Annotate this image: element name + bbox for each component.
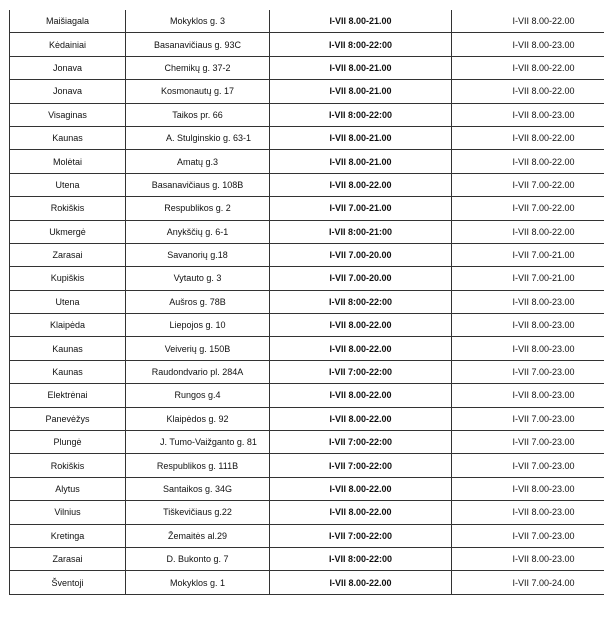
hours-secondary-cell: I-VII 8.00-23.00: [452, 103, 604, 126]
hours-secondary-cell: I-VII 7.00-21.00: [452, 243, 604, 266]
address-cell: Amatų g.3: [126, 150, 270, 173]
hours-primary-cell: I-VII 8:00-21:00: [270, 220, 452, 243]
address-cell: J. Tumo-Vaižganto g. 81: [126, 431, 270, 454]
store-hours-table: [9, 10, 604, 595]
hours-primary-cell: I-VII 8.00-22.00: [270, 384, 452, 407]
hours-primary-cell: I-VII 7:00-22:00: [270, 524, 452, 547]
city-cell: Kaunas: [10, 126, 126, 149]
city-cell: Panevėžys: [10, 407, 126, 430]
table-row: [10, 314, 604, 337]
city-cell: Maišiagala: [10, 10, 126, 33]
address-cell: Respublikos g. 2: [126, 197, 270, 220]
city-cell: Kaunas: [10, 337, 126, 360]
hours-primary-cell: I-VII 8.00-22.00: [270, 407, 452, 430]
table-row: [10, 407, 604, 430]
table-row: [10, 547, 604, 570]
address-cell: Mokyklos g. 1: [126, 571, 270, 594]
hours-primary-cell: I-VII 8.00-21.00: [270, 80, 452, 103]
hours-primary-cell: I-VII 7.00-20.00: [270, 243, 452, 266]
hours-primary-cell: I-VII 8.00-21.00: [270, 150, 452, 173]
city-cell: Zarasai: [10, 547, 126, 570]
hours-secondary-cell: I-VII 7.00-22.00: [452, 197, 604, 220]
hours-secondary-cell: I-VII 7.00-21.00: [452, 267, 604, 290]
city-cell: Jonava: [10, 80, 126, 103]
hours-primary-cell: I-VII 8:00-22:00: [270, 103, 452, 126]
hours-primary-cell: I-VII 7:00-22:00: [270, 454, 452, 477]
hours-secondary-cell: I-VII 8.00-23.00: [452, 337, 604, 360]
hours-primary-cell: I-VII 8.00-22.00: [270, 477, 452, 500]
hours-secondary-cell: I-VII 8.00-23.00: [452, 547, 604, 570]
hours-primary-cell: I-VII 7.00-21.00: [270, 197, 452, 220]
table-row: [10, 337, 604, 360]
city-cell: Molėtai: [10, 150, 126, 173]
city-cell: Kėdainiai: [10, 33, 126, 56]
address-cell: D. Bukonto g. 7: [126, 547, 270, 570]
hours-primary-cell: I-VII 7:00-22:00: [270, 431, 452, 454]
hours-secondary-cell: I-VII 8.00-22.00: [452, 126, 604, 149]
hours-secondary-cell: I-VII 8.00-23.00: [452, 384, 604, 407]
address-cell: Žemaitės al.29: [126, 524, 270, 547]
table-row: [10, 56, 604, 79]
hours-primary-cell: I-VII 8.00-21.00: [270, 56, 452, 79]
address-cell: Basanavičiaus g. 93C: [126, 33, 270, 56]
hours-secondary-cell: I-VII 8.00-22.00: [452, 56, 604, 79]
table-row: [10, 431, 604, 454]
address-cell: Santaikos g. 34G: [126, 477, 270, 500]
hours-primary-cell: I-VII 8:00-22:00: [270, 547, 452, 570]
hours-secondary-cell: I-VII 8.00-23.00: [452, 33, 604, 56]
hours-secondary-cell: I-VII 8.00-22.00: [452, 80, 604, 103]
table-row: [10, 501, 604, 524]
table-row: [10, 220, 604, 243]
city-cell: Utena: [10, 290, 126, 313]
table-row: [10, 524, 604, 547]
hours-secondary-cell: I-VII 7.00-23.00: [452, 431, 604, 454]
table-row: [10, 33, 604, 56]
hours-primary-cell: I-VII 8.00-22.00: [270, 571, 452, 594]
address-cell: Kosmonautų g. 17: [126, 80, 270, 103]
address-cell: Vytauto g. 3: [126, 267, 270, 290]
hours-secondary-cell: I-VII 8.00-23.00: [452, 290, 604, 313]
address-cell: Anykščių g. 6-1: [126, 220, 270, 243]
hours-secondary-cell: I-VII 7.00-23.00: [452, 454, 604, 477]
city-cell: Utena: [10, 173, 126, 196]
address-cell: Mokyklos g. 3: [126, 10, 270, 33]
city-cell: Kaunas: [10, 360, 126, 383]
table-row: [10, 477, 604, 500]
address-cell: Savanorių g.18: [126, 243, 270, 266]
address-cell: Rungos g.4: [126, 384, 270, 407]
table-row: [10, 571, 604, 594]
hours-primary-cell: I-VII 8.00-21.00: [270, 10, 452, 33]
city-cell: Rokiškis: [10, 454, 126, 477]
city-cell: Rokiškis: [10, 197, 126, 220]
table-row: [10, 10, 604, 33]
hours-secondary-cell: I-VII 8.00-22.00: [452, 220, 604, 243]
hours-secondary-cell: I-VII 7.00-23.00: [452, 524, 604, 547]
hours-secondary-cell: I-VII 8.00-23.00: [452, 477, 604, 500]
hours-primary-cell: I-VII 8.00-22.00: [270, 501, 452, 524]
table-row: [10, 173, 604, 196]
city-cell: Šventoji: [10, 571, 126, 594]
address-cell: Klaipėdos g. 92: [126, 407, 270, 430]
hours-primary-cell: I-VII 8:00-22:00: [270, 290, 452, 313]
city-cell: Kupiškis: [10, 267, 126, 290]
address-cell: Tiškevičiaus g.22: [126, 501, 270, 524]
hours-secondary-cell: I-VII 7.00-22.00: [452, 173, 604, 196]
address-cell: Taikos pr. 66: [126, 103, 270, 126]
city-cell: Kretinga: [10, 524, 126, 547]
hours-secondary-cell: I-VII 8.00-23.00: [452, 501, 604, 524]
hours-secondary-cell: I-VII 8.00-23.00: [452, 314, 604, 337]
hours-primary-cell: I-VII 8:00-22:00: [270, 33, 452, 56]
table-row: [10, 360, 604, 383]
hours-primary-cell: I-VII 8.00-21.00: [270, 126, 452, 149]
hours-secondary-cell: I-VII 7.00-24.00: [452, 571, 604, 594]
city-cell: Elektrėnai: [10, 384, 126, 407]
hours-primary-cell: I-VII 7:00-22:00: [270, 360, 452, 383]
address-cell: Raudondvario pl. 284A: [126, 360, 270, 383]
hours-secondary-cell: I-VII 8.00-22.00: [452, 10, 604, 33]
address-cell: Veiverių g. 150B: [126, 337, 270, 360]
hours-primary-cell: I-VII 8.00-22.00: [270, 337, 452, 360]
city-cell: Ukmergė: [10, 220, 126, 243]
table-row: [10, 197, 604, 220]
hours-secondary-cell: I-VII 7.00-23.00: [452, 407, 604, 430]
hours-primary-cell: I-VII 7.00-20.00: [270, 267, 452, 290]
store-hours-table-body: [10, 10, 604, 594]
table-row: [10, 267, 604, 290]
address-cell: Aušros g. 78B: [126, 290, 270, 313]
city-cell: Zarasai: [10, 243, 126, 266]
table-row: [10, 243, 604, 266]
table-row: [10, 150, 604, 173]
address-cell: Chemikų g. 37-2: [126, 56, 270, 79]
table-row: [10, 126, 604, 149]
city-cell: Visaginas: [10, 103, 126, 126]
address-cell: Respublikos g. 111B: [126, 454, 270, 477]
table-row: [10, 384, 604, 407]
address-cell: A. Stulginskio g. 63-1: [126, 126, 270, 149]
table-row: [10, 290, 604, 313]
city-cell: Klaipėda: [10, 314, 126, 337]
hours-secondary-cell: I-VII 8.00-22.00: [452, 150, 604, 173]
table-row: [10, 103, 604, 126]
city-cell: Jonava: [10, 56, 126, 79]
hours-primary-cell: I-VII 8.00-22.00: [270, 314, 452, 337]
address-cell: Liepojos g. 10: [126, 314, 270, 337]
city-cell: Plungė: [10, 431, 126, 454]
hours-primary-cell: I-VII 8.00-22.00: [270, 173, 452, 196]
city-cell: Vilnius: [10, 501, 126, 524]
city-cell: Alytus: [10, 477, 126, 500]
address-cell: Basanavičiaus g. 108B: [126, 173, 270, 196]
table-row: [10, 80, 604, 103]
hours-secondary-cell: I-VII 7.00-23.00: [452, 360, 604, 383]
table-row: [10, 454, 604, 477]
